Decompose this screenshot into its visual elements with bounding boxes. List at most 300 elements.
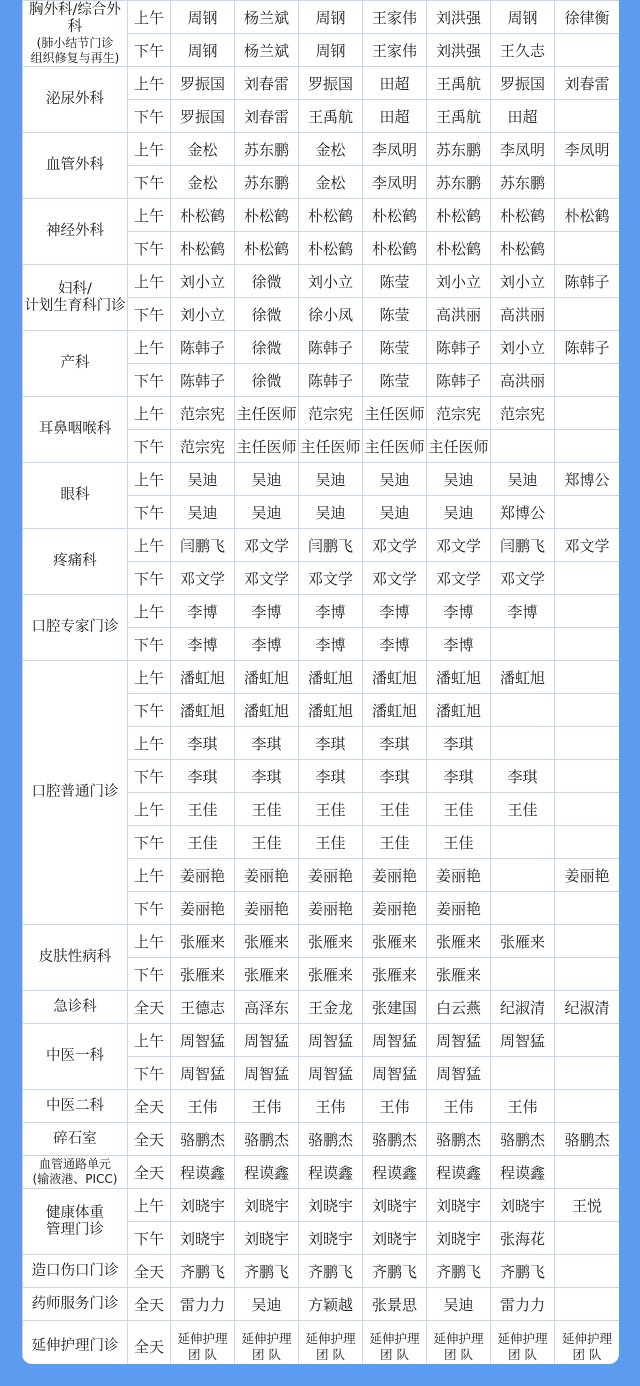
doctor-cell: 周智猛 [299, 1024, 363, 1057]
department-name-line: 泌尿外科 [46, 91, 104, 107]
doctor-cell: 刘晓宇 [427, 1222, 491, 1255]
shift-label: 下午 [128, 166, 171, 199]
shift-label: 上午 [128, 859, 171, 892]
doctor-cell-line: 延伸护理 [241, 1330, 292, 1346]
doctor-cell: 齐鹏飞 [171, 1255, 235, 1288]
doctor-cell [555, 1222, 620, 1255]
doctor-cell: 李琪 [427, 760, 491, 793]
department-name [23, 529, 128, 595]
schedule-row [23, 991, 620, 1024]
doctor-cell: 张雁来 [299, 925, 363, 958]
doctor-cell: 苏东鹏 [235, 133, 299, 166]
doctor-cell: 徐微 [235, 298, 299, 331]
schedule-row [23, 1156, 620, 1189]
doctor-cell: 王久志 [491, 34, 555, 67]
doctor-cell: 周智猛 [363, 1024, 427, 1057]
doctor-cell: 张雁来 [171, 925, 235, 958]
doctor-cell: 高洪丽 [491, 298, 555, 331]
doctor-cell: 骆鹏杰 [491, 1123, 555, 1156]
doctor-cell: 李博 [235, 595, 299, 628]
department-name-line: 造口伤口门诊 [31, 1262, 119, 1279]
doctor-cell: 邓文学 [427, 529, 491, 562]
department-name [23, 1255, 128, 1288]
shift-label: 上午 [128, 925, 171, 958]
doctor-cell: 周智猛 [427, 1024, 491, 1057]
doctor-cell: 姜丽艳 [235, 892, 299, 925]
doctor-cell: 朴松鹤 [427, 199, 491, 232]
doctor-cell: 刘晓宇 [235, 1222, 299, 1255]
doctor-cell: 吴迪 [427, 1288, 491, 1321]
doctor-cell: 朴松鹤 [235, 232, 299, 265]
doctor-cell: 姜丽艳 [363, 859, 427, 892]
doctor-cell: 陈韩子 [171, 364, 235, 397]
department-name-line: 中医一科 [46, 1048, 104, 1064]
shift-label: 上午 [128, 595, 171, 628]
doctor-cell [555, 661, 620, 694]
doctor-cell-line: 延伸护理 [305, 1330, 356, 1346]
schedule-row [23, 133, 620, 166]
shift-label: 上午 [128, 133, 171, 166]
doctor-cell: 张海花 [491, 1222, 555, 1255]
doctor-cell: 邓文学 [299, 562, 363, 595]
doctor-cell: 姜丽艳 [171, 892, 235, 925]
doctor-cell: 姜丽艳 [427, 859, 491, 892]
doctor-cell: 姜丽艳 [171, 859, 235, 892]
doctor-cell: 张雁来 [171, 958, 235, 991]
schedule-row [23, 1255, 620, 1288]
doctor-cell: 潘虹旭 [363, 661, 427, 694]
doctor-cell: 姜丽艳 [427, 892, 491, 925]
doctor-cell [555, 1255, 620, 1288]
doctor-cell [491, 628, 555, 661]
doctor-cell: 朴松鹤 [555, 199, 620, 232]
doctor-cell: 邓文学 [555, 529, 620, 562]
department-name [23, 595, 128, 661]
department-name-line: 耳鼻咽喉科 [38, 421, 112, 437]
department-name-line: 血管通路单元 [38, 1157, 111, 1171]
doctor-cell: 李博 [427, 595, 491, 628]
doctor-cell: 周智猛 [491, 1024, 555, 1057]
doctor-cell: 杨兰斌 [235, 34, 299, 67]
department-name-line: (输液港、PICC) [32, 1172, 118, 1186]
doctor-cell: 徐微 [235, 364, 299, 397]
department-name [23, 991, 128, 1024]
doctor-cell [427, 1321, 491, 1365]
doctor-cell: 邓文学 [235, 562, 299, 595]
doctor-cell: 张建国 [363, 991, 427, 1024]
department-name-line: 产科 [60, 355, 90, 371]
doctor-cell: 吴迪 [363, 496, 427, 529]
shift-label: 下午 [128, 760, 171, 793]
doctor-cell: 周钢 [299, 34, 363, 67]
doctor-cell: 罗振国 [171, 67, 235, 100]
doctor-cell [555, 628, 620, 661]
doctor-cell: 朴松鹤 [235, 199, 299, 232]
doctor-cell: 高泽东 [235, 991, 299, 1024]
department-name-line: 妇科/ [58, 280, 92, 297]
doctor-cell [555, 760, 620, 793]
shift-label: 下午 [128, 892, 171, 925]
doctor-cell: 张雁来 [363, 958, 427, 991]
doctor-cell: 程谟鑫 [171, 1156, 235, 1189]
doctor-cell [555, 1156, 620, 1189]
shift-label: 上午 [128, 1189, 171, 1222]
doctor-cell: 陈韩子 [299, 364, 363, 397]
doctor-cell: 范宗宪 [491, 397, 555, 430]
doctor-cell: 李琪 [299, 727, 363, 760]
doctor-cell: 李博 [299, 628, 363, 661]
doctor-cell [555, 166, 620, 199]
schedule-row [23, 67, 620, 100]
doctor-cell: 刘小立 [299, 265, 363, 298]
doctor-cell: 刘小立 [427, 265, 491, 298]
doctor-cell: 李琪 [235, 727, 299, 760]
doctor-cell-line: 团 队 [572, 1346, 602, 1362]
shift-label: 下午 [128, 364, 171, 397]
doctor-cell: 闫鹏飞 [171, 529, 235, 562]
doctor-cell: 潘虹旭 [235, 694, 299, 727]
doctor-cell: 主任医师 [363, 397, 427, 430]
shift-label: 上午 [128, 331, 171, 364]
doctor-cell: 程谟鑫 [427, 1156, 491, 1189]
doctor-cell: 王家伟 [363, 1, 427, 34]
doctor-cell: 骆鹏杰 [235, 1123, 299, 1156]
doctor-cell: 李琪 [491, 760, 555, 793]
doctor-cell: 周智猛 [363, 1057, 427, 1090]
doctor-cell: 罗振国 [491, 67, 555, 100]
schedule-row [23, 1090, 620, 1123]
doctor-cell: 朴松鹤 [363, 199, 427, 232]
shift-label: 下午 [128, 232, 171, 265]
doctor-cell: 吴迪 [299, 463, 363, 496]
department-name [23, 1288, 128, 1321]
department-name-line: 管理门诊 [46, 1221, 104, 1238]
shift-label: 下午 [128, 430, 171, 463]
doctor-cell: 朴松鹤 [299, 199, 363, 232]
doctor-cell: 朴松鹤 [171, 232, 235, 265]
doctor-cell: 齐鹏飞 [299, 1255, 363, 1288]
shift-label: 上午 [128, 661, 171, 694]
department-name-line: 血管外科 [46, 157, 104, 173]
doctor-cell: 陈韩子 [555, 331, 620, 364]
doctor-cell: 陈韩子 [299, 331, 363, 364]
doctor-cell: 刘晓宇 [171, 1189, 235, 1222]
doctor-cell: 骆鹏杰 [363, 1123, 427, 1156]
doctor-cell: 刘晓宇 [363, 1222, 427, 1255]
department-name-line: 中医二科 [46, 1097, 104, 1114]
schedule-body [23, 1, 620, 1365]
doctor-cell: 王佳 [171, 826, 235, 859]
shift-label: 下午 [128, 826, 171, 859]
shift-label: 上午 [128, 265, 171, 298]
shift-label: 下午 [128, 100, 171, 133]
doctor-cell: 杨兰斌 [235, 1, 299, 34]
doctor-cell: 陈韩子 [427, 364, 491, 397]
doctor-cell: 王金龙 [299, 991, 363, 1024]
doctor-cell-line: 延伸护理 [561, 1330, 612, 1346]
doctor-cell: 周智猛 [299, 1057, 363, 1090]
doctor-cell: 王伟 [299, 1090, 363, 1123]
doctor-cell: 李博 [171, 595, 235, 628]
doctor-cell: 周智猛 [171, 1024, 235, 1057]
department-name [23, 1, 128, 67]
shift-label: 下午 [128, 1057, 171, 1090]
doctor-cell: 金松 [171, 166, 235, 199]
doctor-cell: 李博 [491, 595, 555, 628]
doctor-cell: 吴迪 [427, 463, 491, 496]
doctor-cell [555, 958, 620, 991]
doctor-cell: 邓文学 [235, 529, 299, 562]
department-name [23, 661, 128, 925]
doctor-cell: 王德志 [171, 991, 235, 1024]
doctor-cell: 张雁来 [235, 925, 299, 958]
doctor-cell: 潘虹旭 [427, 694, 491, 727]
doctor-cell: 周智猛 [235, 1057, 299, 1090]
doctor-cell [555, 364, 620, 397]
doctor-cell [555, 694, 620, 727]
doctor-cell: 王伟 [491, 1090, 555, 1123]
doctor-cell: 齐鹏飞 [235, 1255, 299, 1288]
department-name-line: 延伸护理门诊 [31, 1338, 119, 1354]
doctor-cell: 王佳 [363, 793, 427, 826]
doctor-cell [555, 727, 620, 760]
doctor-cell: 吴迪 [427, 496, 491, 529]
doctor-cell: 主任医师 [235, 430, 299, 463]
doctor-cell: 田超 [363, 67, 427, 100]
department-name [23, 1321, 128, 1365]
doctor-cell: 齐鹏飞 [427, 1255, 491, 1288]
doctor-cell: 周智猛 [171, 1057, 235, 1090]
doctor-cell: 刘春雷 [555, 67, 620, 100]
doctor-cell [555, 562, 620, 595]
doctor-cell: 王佳 [235, 826, 299, 859]
doctor-cell: 高洪丽 [427, 298, 491, 331]
doctor-cell [555, 1057, 620, 1090]
doctor-cell: 潘虹旭 [171, 694, 235, 727]
doctor-cell: 刘晓宇 [299, 1189, 363, 1222]
doctor-cell [235, 1321, 299, 1365]
doctor-cell: 苏东鹏 [427, 166, 491, 199]
doctor-cell-line: 团 队 [188, 1346, 217, 1362]
doctor-cell: 闫鹏飞 [491, 529, 555, 562]
doctor-cell: 刘小立 [171, 298, 235, 331]
doctor-cell [555, 1090, 620, 1123]
doctor-cell: 刘晓宇 [427, 1189, 491, 1222]
doctor-cell: 邓文学 [171, 562, 235, 595]
department-name-line: 皮肤性病科 [38, 949, 112, 965]
department-name [23, 1156, 128, 1189]
doctor-cell: 潘虹旭 [171, 661, 235, 694]
doctor-cell: 王伟 [427, 1090, 491, 1123]
doctor-cell: 王禹航 [427, 100, 491, 133]
schedule-row [23, 397, 620, 430]
doctor-cell [555, 925, 620, 958]
schedule-row [23, 595, 620, 628]
doctor-cell: 纪淑清 [555, 991, 620, 1024]
shift-label: 上午 [128, 1024, 171, 1057]
shift-label: 下午 [128, 1222, 171, 1255]
doctor-cell: 方颖越 [299, 1288, 363, 1321]
doctor-cell: 王佳 [363, 826, 427, 859]
doctor-cell: 徐微 [235, 265, 299, 298]
doctor-cell: 雷力力 [491, 1288, 555, 1321]
doctor-cell: 王佳 [427, 826, 491, 859]
doctor-cell: 田超 [491, 100, 555, 133]
shift-label: 上午 [128, 727, 171, 760]
doctor-cell: 主任医师 [235, 397, 299, 430]
department-name-line: 口腔专家门诊 [31, 619, 119, 635]
doctor-cell: 张景思 [363, 1288, 427, 1321]
doctor-cell: 吴迪 [171, 463, 235, 496]
doctor-cell [491, 1321, 555, 1365]
doctor-cell: 陈韩子 [171, 331, 235, 364]
shift-label: 全天 [128, 991, 171, 1024]
doctor-cell: 朴松鹤 [299, 232, 363, 265]
doctor-cell [363, 1321, 427, 1365]
doctor-cell: 李琪 [427, 727, 491, 760]
department-name [23, 265, 128, 331]
department-name-line: 健康体重 [46, 1204, 104, 1221]
shift-label: 上午 [128, 67, 171, 100]
doctor-cell: 李琪 [363, 727, 427, 760]
doctor-cell: 刘晓宇 [363, 1189, 427, 1222]
doctor-cell: 姜丽艳 [363, 892, 427, 925]
doctor-cell: 邓文学 [491, 562, 555, 595]
doctor-cell [555, 496, 620, 529]
shift-label: 下午 [128, 958, 171, 991]
doctor-cell: 郑博公 [491, 496, 555, 529]
doctor-cell-line: 延伸护理 [369, 1330, 420, 1346]
duty-schedule-table [22, 0, 619, 1364]
doctor-cell [491, 1057, 555, 1090]
doctor-cell: 潘虹旭 [299, 694, 363, 727]
doctor-cell: 张雁来 [427, 925, 491, 958]
doctor-cell-line: 团 队 [316, 1346, 345, 1362]
doctor-cell: 高洪丽 [491, 364, 555, 397]
department-name [23, 1123, 128, 1156]
department-name [23, 463, 128, 529]
doctor-cell [555, 1288, 620, 1321]
department-name [23, 331, 128, 397]
doctor-cell: 主任医师 [427, 430, 491, 463]
shift-label: 全天 [128, 1090, 171, 1123]
doctor-cell: 邓文学 [363, 562, 427, 595]
doctor-cell: 刘春雷 [235, 67, 299, 100]
doctor-cell: 李博 [171, 628, 235, 661]
doctor-cell: 齐鹏飞 [491, 1255, 555, 1288]
department-name-line: 组织修复与再生) [30, 50, 120, 65]
doctor-cell [555, 430, 620, 463]
doctor-cell: 齐鹏飞 [363, 1255, 427, 1288]
doctor-cell [555, 793, 620, 826]
doctor-cell: 刘晓宇 [491, 1189, 555, 1222]
doctor-cell-line: 延伸护理 [433, 1330, 484, 1346]
schedule-row [23, 1189, 620, 1222]
shift-label: 全天 [128, 1123, 171, 1156]
doctor-cell: 刘小立 [491, 331, 555, 364]
department-name-line: 急诊科 [53, 998, 97, 1015]
department-name [23, 1024, 128, 1090]
doctor-cell: 王悦 [555, 1189, 620, 1222]
doctor-cell: 周智猛 [427, 1057, 491, 1090]
doctor-cell: 程谟鑫 [235, 1156, 299, 1189]
doctor-cell: 吴迪 [491, 463, 555, 496]
doctor-cell: 邓文学 [363, 529, 427, 562]
doctor-cell: 金松 [299, 133, 363, 166]
schedule-row [23, 199, 620, 232]
doctor-cell-line: 延伸护理 [497, 1330, 548, 1346]
doctor-cell: 范宗宪 [427, 397, 491, 430]
doctor-cell: 周钢 [491, 1, 555, 34]
doctor-cell [491, 430, 555, 463]
doctor-cell: 吴迪 [363, 463, 427, 496]
doctor-cell: 李琪 [171, 727, 235, 760]
doctor-cell: 吴迪 [235, 496, 299, 529]
doctor-cell: 闫鹏飞 [299, 529, 363, 562]
doctor-cell: 李琪 [171, 760, 235, 793]
doctor-cell [491, 859, 555, 892]
shift-label: 全天 [128, 1321, 171, 1365]
doctor-cell: 李博 [363, 595, 427, 628]
shift-label: 下午 [128, 298, 171, 331]
doctor-cell: 刘晓宇 [299, 1222, 363, 1255]
doctor-cell-line: 团 队 [444, 1346, 473, 1362]
doctor-cell: 郑博公 [555, 463, 620, 496]
doctor-cell: 李琪 [299, 760, 363, 793]
doctor-cell: 白云燕 [427, 991, 491, 1024]
doctor-cell: 苏东鹏 [491, 166, 555, 199]
doctor-cell: 朴松鹤 [427, 232, 491, 265]
schedule-row [23, 463, 620, 496]
department-name [23, 199, 128, 265]
doctor-cell: 王佳 [299, 793, 363, 826]
department-name [23, 1090, 128, 1123]
schedule-row [23, 265, 620, 298]
doctor-cell: 金松 [171, 133, 235, 166]
doctor-cell: 徐微 [235, 331, 299, 364]
doctor-cell: 潘虹旭 [491, 661, 555, 694]
doctor-cell: 潘虹旭 [299, 661, 363, 694]
doctor-cell: 李凤明 [491, 133, 555, 166]
department-name-line: 计划生育科门诊 [24, 297, 126, 314]
shift-label: 全天 [128, 1288, 171, 1321]
doctor-cell: 王佳 [427, 793, 491, 826]
department-name-line: 药师服务门诊 [31, 1295, 119, 1312]
doctor-cell: 王佳 [299, 826, 363, 859]
doctor-cell: 王禹航 [427, 67, 491, 100]
doctor-cell [555, 826, 620, 859]
doctor-cell: 陈韩子 [555, 265, 620, 298]
department-name [23, 67, 128, 133]
doctor-cell: 骆鹏杰 [299, 1123, 363, 1156]
doctor-cell-line: 团 队 [508, 1346, 537, 1362]
doctor-cell: 李琪 [235, 760, 299, 793]
shift-label: 下午 [128, 694, 171, 727]
doctor-cell: 潘虹旭 [235, 661, 299, 694]
doctor-cell: 潘虹旭 [363, 694, 427, 727]
shift-label: 下午 [128, 34, 171, 67]
doctor-cell: 田超 [363, 100, 427, 133]
doctor-cell: 纪淑清 [491, 991, 555, 1024]
doctor-cell: 张雁来 [235, 958, 299, 991]
doctor-cell: 吴迪 [171, 496, 235, 529]
doctor-cell: 姜丽艳 [299, 859, 363, 892]
doctor-cell: 苏东鹏 [427, 133, 491, 166]
doctor-cell [555, 397, 620, 430]
doctor-cell: 王佳 [491, 793, 555, 826]
doctor-cell: 陈莹 [363, 265, 427, 298]
doctor-cell: 雷力力 [171, 1288, 235, 1321]
